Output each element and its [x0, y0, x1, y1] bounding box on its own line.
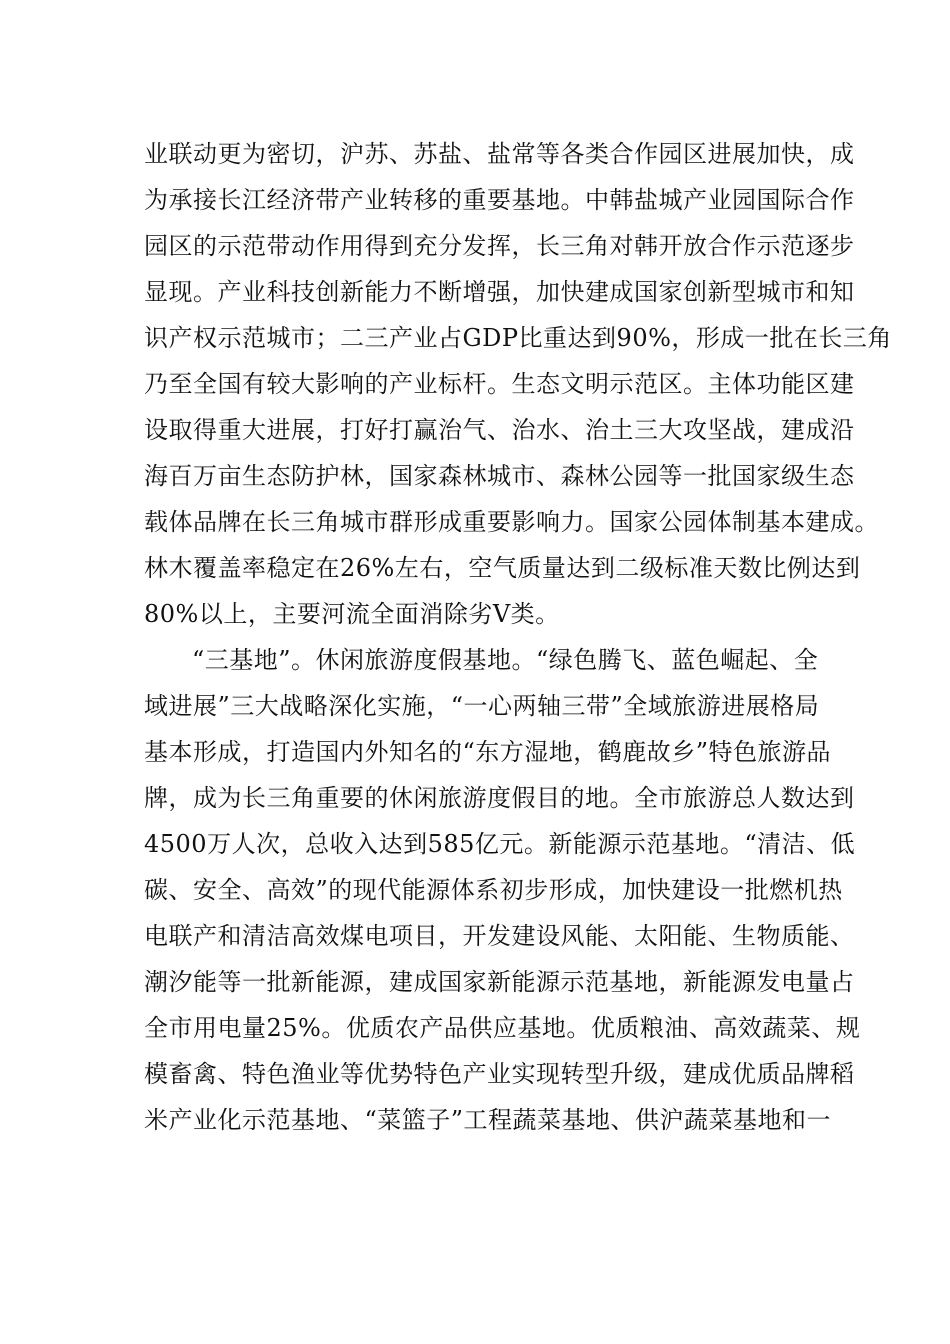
- text-line: 全市用电量25%。优质农产品供应基地。优质粮油、高效蔬菜、规: [144, 1014, 861, 1042]
- text-line: 潮汐能等一批新能源，建成国家新能源示范基地，新能源发电量占: [144, 968, 855, 996]
- text-line: 域进展”三大战略深化实施，“一心两轴三带”全域旅游进展格局: [144, 692, 820, 720]
- text-line: 米产业化示范基地、“菜篮子”工程蔬菜基地、供沪蔬菜基地和一: [144, 1106, 832, 1134]
- text-line: 载体品牌在长三角城市群形成重要影响力。国家公园体制基本建成。: [144, 508, 879, 536]
- text-line: 识产权示范城市；二三产业占GDP比重达到90%，形成一批在长三角: [144, 324, 892, 352]
- text-line: 设取得重大进展，打好打赢治气、治水、治土三大攻坚战，建成沿: [144, 416, 855, 444]
- text-line: 基本形成，打造国内外知名的“东方湿地，鹤鹿故乡”特色旅游品: [144, 738, 832, 766]
- paragraph-first-line: “三基地”。休闲旅游度假基地。“绿色腾飞、蓝色崛起、全: [192, 646, 819, 674]
- text-line: 模畜禽、特色渔业等优势特色产业实现转型升级，建成优质品牌稻: [144, 1060, 855, 1088]
- text-line: 显现。产业科技创新能力不断增强，加快建成国家创新型城市和知: [144, 278, 855, 306]
- text-line: 为承接长江经济带产业转移的重要基地。中韩盐城产业园国际合作: [144, 186, 855, 214]
- text-line: 林木覆盖率稳定在26%左右，空气质量达到二级标准天数比例达到: [144, 554, 861, 582]
- text-line: 牌，成为长三角重要的休闲旅游度假目的地。全市旅游总人数达到: [144, 784, 855, 812]
- text-line: 业联动更为密切，沪苏、苏盐、盐常等各类合作园区进展加快，成: [144, 140, 855, 168]
- text-line: 80%以上，主要河流全面消除劣Ⅴ类。: [144, 600, 560, 628]
- text-line: 海百万亩生态防护林，国家森林城市、森林公园等一批国家级生态: [144, 462, 855, 490]
- text-line: 园区的示范带动作用得到充分发挥，长三角对韩开放合作示范逐步: [144, 232, 855, 260]
- text-line: 4500万人次，总收入达到585亿元。新能源示范基地。“清洁、低: [144, 830, 856, 858]
- text-line: 碳、安全、高效”的现代能源体系初步形成，加快建设一批燃机热: [144, 876, 843, 904]
- text-line: 乃至全国有较大影响的产业标杆。生态文明示范区。主体功能区建: [144, 370, 855, 398]
- text-line: 电联产和清洁高效煤电项目，开发建设风能、太阳能、生物质能、: [144, 922, 855, 950]
